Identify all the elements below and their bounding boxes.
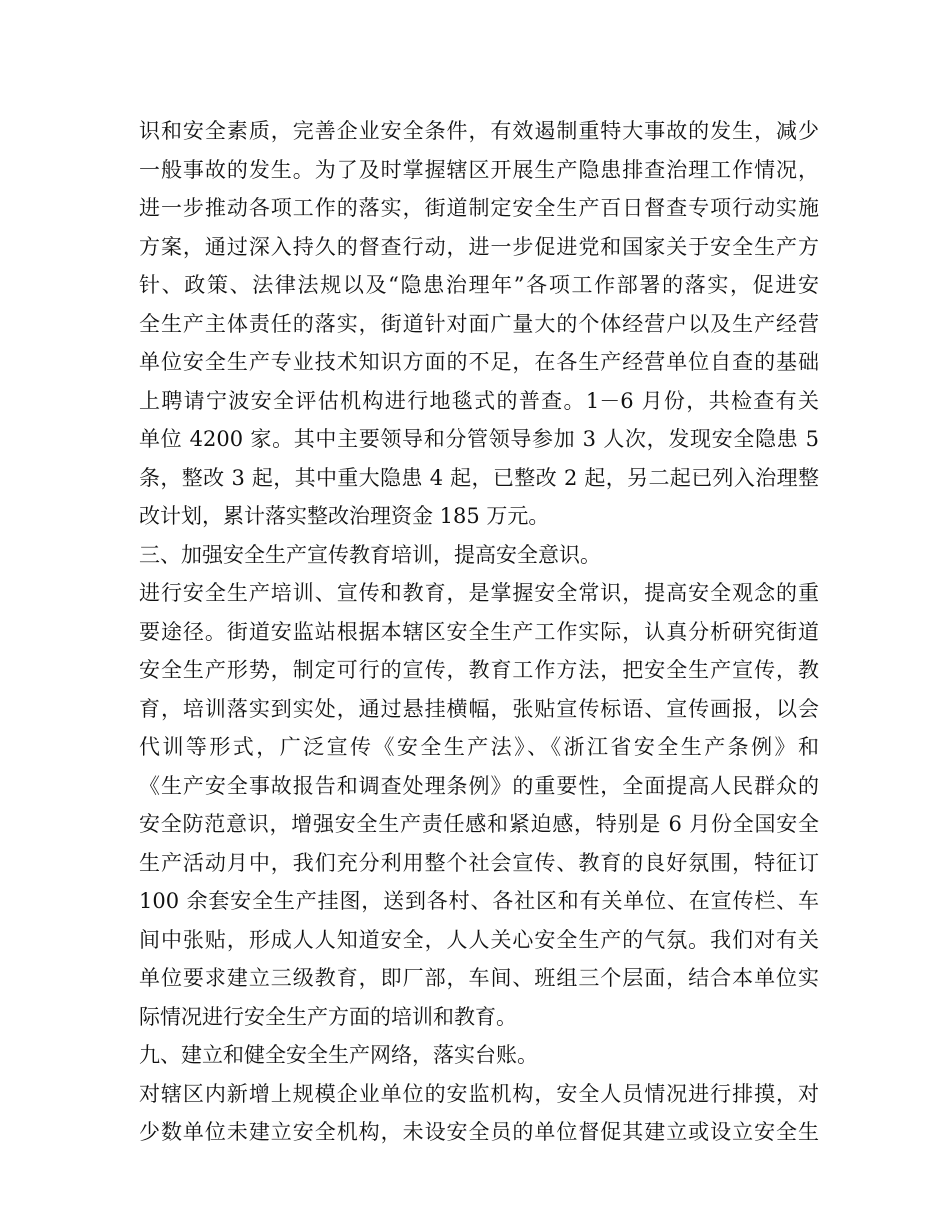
text-line: 识和安全素质，完善企业安全条件，有效遏制重特大事故的发生，减少 [139,119,819,143]
text-line: 上聘请宁波安全评估机构进行地毯式的普查。1－6 月份，共检查有关 [139,388,819,413]
text-line: 三、加强安全生产宣传教育培训，提高安全意识。 [139,542,601,567]
text-line: 条，整改 3 起，其中重大隐患 4 起，已整改 2 起，另二起已列入治理整 [139,465,819,490]
text-line: 安全防范意识，增强安全生产责任感和紧迫感，特别是 6 月份全国安全 [139,812,819,836]
body-text [139,112,819,1152]
text-line: 针、政策、法律法规以及“隐患治理年”各项工作部署的落实，促进安 [139,273,819,297]
text-line: 安全生产形势，制定可行的宣传，教育工作方法，把安全生产宣传，教 [139,658,819,682]
text-line: 一般事故的发生。为了及时掌握辖区开展生产隐患排查治理工作情况， [139,157,819,182]
text-line: 全生产主体责任的落实，街道针对面广量大的个体经营户以及生产经营 [139,311,819,336]
text-line: 单位 4200 家。其中主要领导和分管领导参加 3 人次，发现安全隐患 5 [139,427,819,451]
text-line: 育，培训落实到实处，通过悬挂横幅，张贴宣传标语、宣传画报，以会 [139,696,819,721]
text-line: 100 余套安全生产挂图，送到各村、各社区和有关单位、在宣传栏、车 [139,889,819,913]
text-line: 生产活动月中，我们充分利用整个社会宣传、教育的良好氛围，特征订 [139,850,819,875]
text-line: 进行安全生产培训、宣传和教育，是掌握安全常识，提高安全观念的重 [139,581,819,605]
text-line: 方案，通过深入持久的督查行动，进一步促进党和国家关于安全生产方 [139,234,819,259]
text-line: 进一步推动各项工作的落实，街道制定安全生产百日督查专项行动实施 [139,196,819,220]
text-line: 改计划，累计落实整改治理资金 185 万元。 [139,504,550,528]
text-line: 《生产安全事故报告和调查处理条例》的重要性，全面提高人民群众的 [139,773,819,798]
text-line: 要途径。街道安监站根据本辖区安全生产工作实际，认真分析研究街道 [139,619,819,644]
text-line: 少数单位未建立安全机构，未设安全员的单位督促其建立或设立安全生 [139,1120,819,1144]
text-line: 代训等形式，广泛宣传《安全生产法》、《浙江省安全生产条例》和 [139,735,819,759]
text-line: 对辖区内新增上规模企业单位的安监机构，安全人员情况进行排摸，对 [139,1081,819,1106]
text-line: 九、建立和健全安全生产网络，落实台账。 [139,1043,538,1067]
text-line: 单位要求建立三级教育，即厂部，车间、班组三个层面，结合本单位实 [139,966,819,990]
text-line: 间中张贴，形成人人知道安全，人人关心安全生产的气氛。我们对有关 [139,927,819,952]
text-line: 单位安全生产专业技术知识方面的不足，在各生产经营单位自查的基础 [139,350,819,374]
text-line: 际情况进行安全生产方面的培训和教育。 [139,1004,517,1029]
